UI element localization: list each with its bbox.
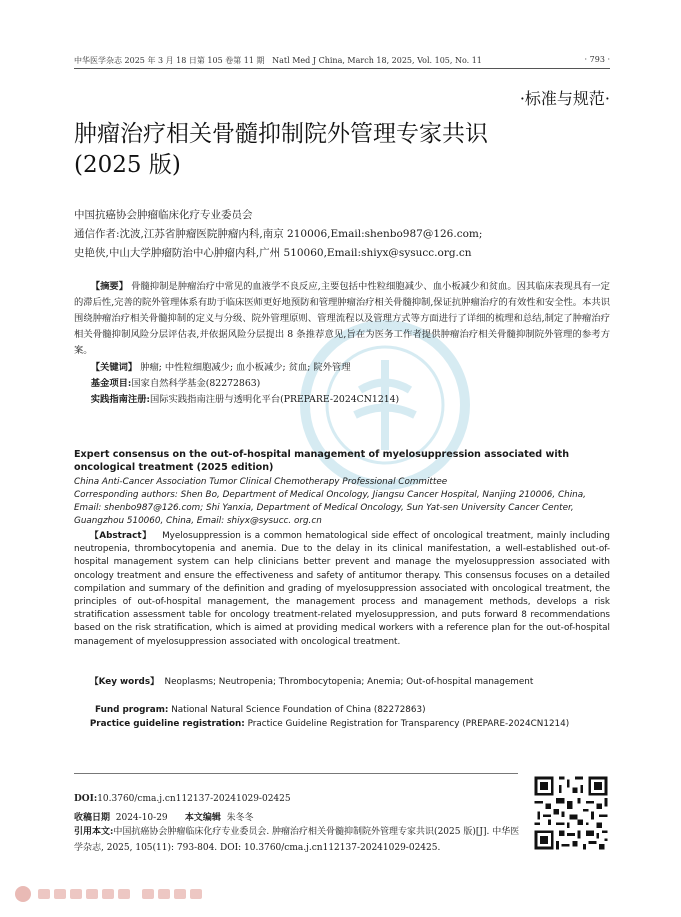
header-rule [74,68,610,69]
running-header [74,55,482,66]
title-line-1: 肿瘤治疗相关骨髓抑制院外管理专家共识 [74,121,488,147]
page-title [74,119,614,181]
fund-en: Fund program: National Natural Science Foundation of China (82272863) [95,705,426,715]
abstract-en-text: Myelosuppression is a common hematological side effect of oncological treatment, mainly including neutropenia, thrombocytopenia and anemia. Due to the delay in its clinical manifestation, a well-established out-of-hospital management system can help clinicians better prevent and manage the myelosuppression associated with oncology treatment and ensure the effectiveness and safety of antitumor therapy. This consensus focuses on a detailed compilation and summary of the definition and grading of myelosuppression associated with oncological treatment, the principles of out-of-hospital management, the management process and management methods, develops a risk stratification assessment table for oncology treatment-related myelosuppression, and puts forward 8 recommendations based on the risk stratification, which is aimed at providing medical workers with a reference plan for the out-of-hospital management of myelosuppression associated with oncological treatment. [74,531,610,647]
doi-line: DOI:10.3760/cma.j.cn112137-20241029-02425 [74,794,291,804]
publisher-logo [14,885,244,903]
keywords-cn: 【关键词】 肿瘤; 中性粒细胞减少; 血小板减少; 贫血; 院外管理 [90,362,351,373]
page-number: · 793 · [584,55,610,64]
qr-code-icon[interactable] [532,774,610,852]
english-corresponding-authors: Corresponding authors: Shen Bo, Department of Medical Oncology, Jiangsu Cancer Hospital, Nanjing 210006, China, Email: shenbo987@126.com; Shi Yanxia, Department of Medical Oncology, Sun Yat-sen University Cancer Center, Guangzhou 510060, China, Email: shiyx@sysucc. org.cn [74,490,586,526]
corr-line-2: 史艳侠,中山大学肿瘤防治中心肿瘤内科,广州 510060,Email:shiyx@sysucc.org.cn [74,247,472,259]
corresponding-authors-cn [74,225,614,263]
abstract-cn [74,279,610,408]
guideline-registration-cn: 实践指南注册:国际实践指南注册与透明化平台(PREPARE-2024CN1214) [90,394,400,405]
abstract-en-label: 【Abstract】 [89,531,152,541]
received-line: 收稿日期 2024-10-29 本文编辑 朱冬冬 [74,813,254,823]
abstract-en [74,530,610,649]
english-title: Expert consensus on the out-of-hospital management of myelosuppression associated with oncological treatment (2025 edition) [74,449,570,473]
citation: 引用本文:中国抗癌协会肿瘤临床化疗专业委员会. 肿瘤治疗相关骨髓抑制院外管理专家共识(2025 版)[J]. 中华医学杂志, 2025, 105(11): 793-804. DOI: 10.3760/cma.j.cn112137-20241029-02425. [74,827,520,853]
footer-rule [74,773,518,774]
organization-cn: 中国抗癌协会肿瘤临床化疗专业委员会 [74,209,253,221]
journal-en: Natl Med J China, March 18, 2025, Vol. 105, No. 11 [272,56,482,65]
title-line-2: (2025 版) [74,152,181,178]
guideline-registration-en: Practice guideline registration: Practice Guideline Registration for Transparency (PREPARE-2024CN1214) [89,719,570,729]
keywords-en: 【Key words】 Neoplasms; Neutropenia; Thrombocytopenia; Anemia; Out-of-hospital management [89,677,534,687]
journal-cn: 中华医学杂志 2025 年 3 月 18 日第 105 卷第 11 期 [74,56,265,65]
corr-line-1: 通信作者:沈波,江苏省肿瘤医院肿瘤内科,南京 210006,Email:shenbo987@126.com; [74,228,483,240]
abstract-cn-body [74,279,610,359]
abstract-cn-label: 【摘要】 [90,281,129,292]
fund-cn: 基金项目:国家自然科学基金(82272863) [90,378,261,389]
english-organization: China Anti-Cancer Association Tumor Clinical Chemotherapy Professional Committee [74,477,448,487]
section-tag: ·标准与规范· [519,89,610,108]
doi-link[interactable]: 10.3760/cma.j.cn112137-20241029-02425 [97,794,291,804]
abstract-cn-text: 骨髓抑制是肿瘤治疗中常见的血液学不良反应,主要包括中性粒细胞减少、血小板减少和贫血。因其临床表现具有一定的滞后性,完善的院外管理体系有助于临床医师更好地预防和管理肿瘤治疗相关骨髓抑制,保证抗肿瘤治疗的有效性和安全性。本共识围绕肿瘤治疗相关骨髓抑制的定义与分级、院外管理原则、管理流程以及管理方式等方面进行了详细的梳理和总结,制定了肿瘤治疗相关骨髓抑制风险分层评估表,并依据风险分层提出 8 条推荐意见,旨在为医务工作者提供肿瘤治疗相关骨髓抑制院外管理的参考方案。 [74,281,610,356]
